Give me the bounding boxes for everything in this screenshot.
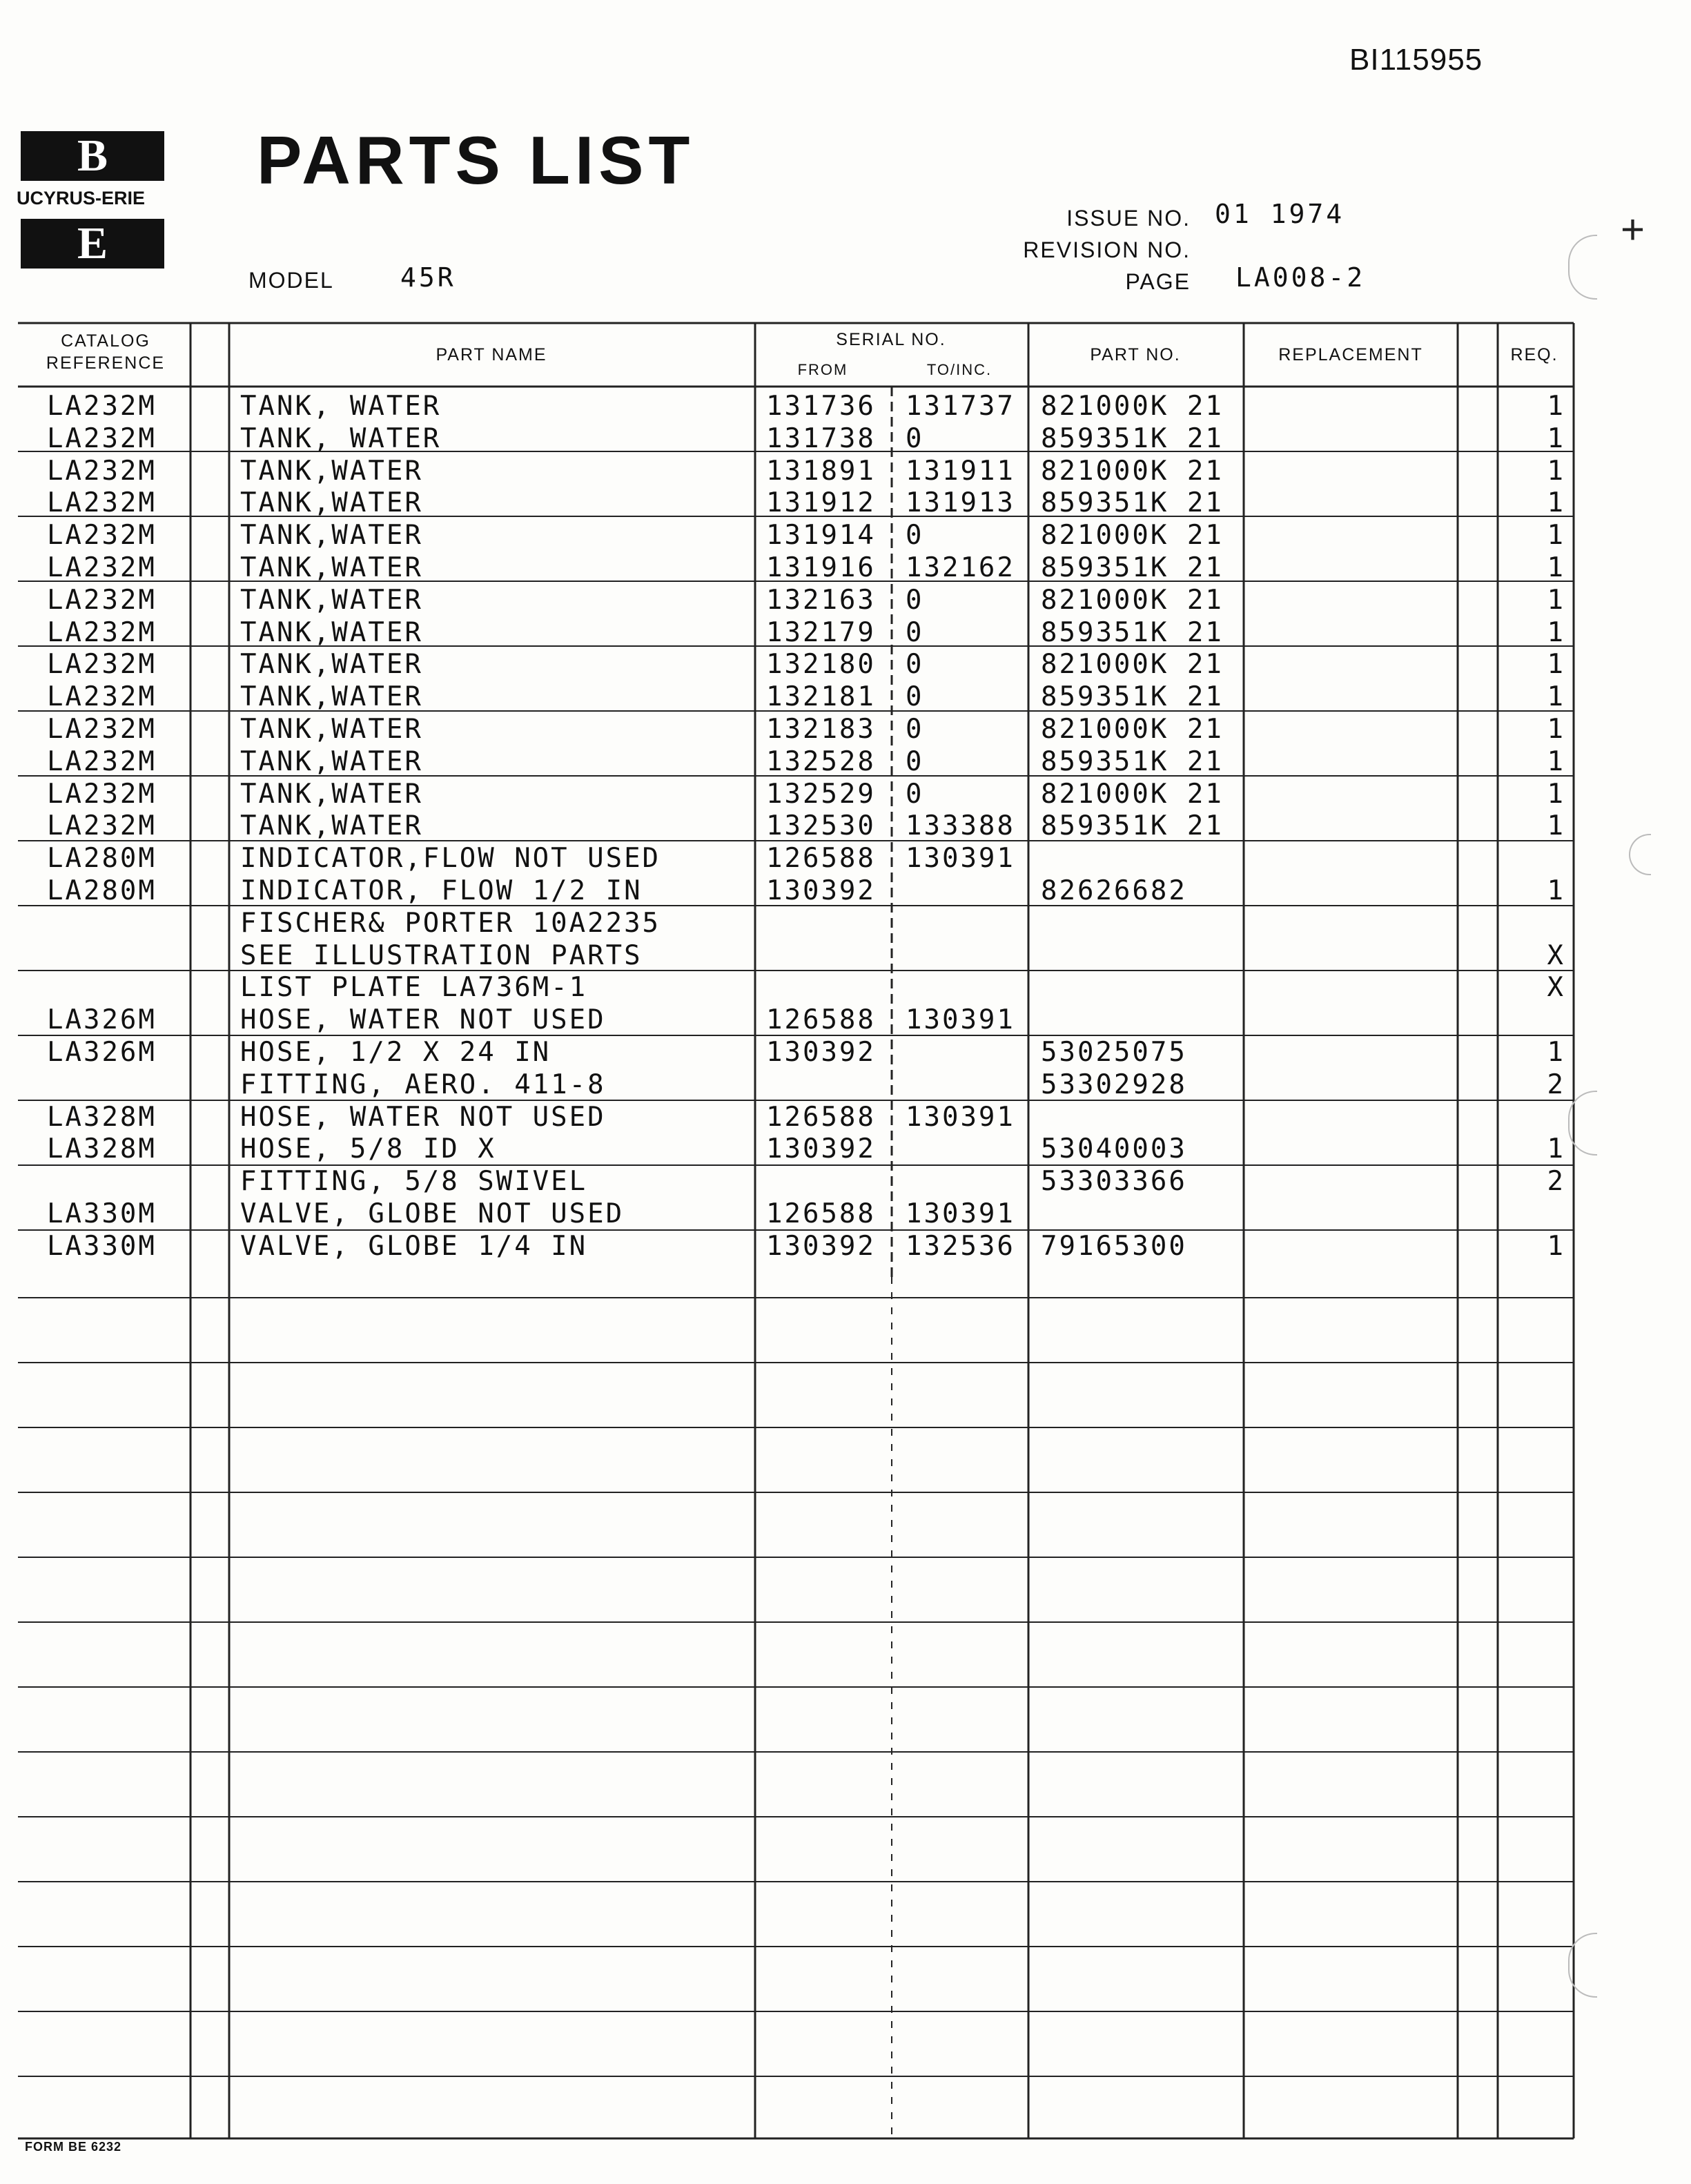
part-name-cell: TANK,WATER <box>240 455 423 487</box>
part-number-cell: 859351K 21 <box>1041 616 1224 648</box>
req-quantity-cell: 1 <box>1547 649 1565 681</box>
part-number-cell: 821000K 21 <box>1041 520 1224 552</box>
col-header-part-name: PART NAME <box>436 345 547 364</box>
issue-value: 01 1974 <box>1215 199 1345 229</box>
req-quantity-cell: X <box>1547 972 1565 1004</box>
serial-from-cell: 132180 <box>766 649 876 681</box>
catalog-reference-cell: LA232M <box>47 520 157 552</box>
part-number-cell: 821000K 21 <box>1041 778 1224 810</box>
part-name-cell: FISCHER& PORTER 10A2235 <box>240 907 661 939</box>
serial-from-cell: 130392 <box>766 1037 876 1068</box>
col-header-part-no: PART NO. <box>1090 345 1181 364</box>
catalog-reference-cell: LA232M <box>47 422 157 454</box>
document-id: BI115955 <box>1349 43 1483 77</box>
part-number-cell: 79165300 <box>1041 1230 1187 1262</box>
req-quantity-cell: 1 <box>1547 875 1565 906</box>
part-number-cell: 53303366 <box>1041 1166 1187 1198</box>
serial-to-cell: 0 <box>906 681 924 713</box>
req-quantity-cell: 1 <box>1547 778 1565 810</box>
serial-from-cell: 126588 <box>766 1004 876 1036</box>
page-title: PARTS LIST <box>257 122 695 198</box>
part-number-cell: 859351K 21 <box>1041 745 1224 777</box>
catalog-reference-cell: LA328M <box>47 1101 157 1133</box>
part-number-cell: 821000K 21 <box>1041 455 1224 487</box>
serial-to-cell: 130391 <box>906 1004 1015 1036</box>
serial-from-cell: 131738 <box>766 422 876 454</box>
part-number-cell: 53302928 <box>1041 1069 1187 1100</box>
req-quantity-cell: 1 <box>1547 422 1565 454</box>
serial-from-cell: 131912 <box>766 487 876 519</box>
serial-from-cell: 130392 <box>766 1133 876 1165</box>
serial-from-cell: 132163 <box>766 584 876 616</box>
serial-to-cell: 132162 <box>906 552 1015 583</box>
issue-label: ISSUE NO. <box>1066 206 1191 231</box>
part-name-cell: TANK, WATER <box>240 422 442 454</box>
model-label: MODEL <box>248 268 334 293</box>
req-quantity-cell: 1 <box>1547 391 1565 422</box>
req-quantity-cell: 1 <box>1547 1037 1565 1068</box>
registration-cross-icon: + <box>1621 206 1645 253</box>
serial-from-cell: 131736 <box>766 391 876 422</box>
catalog-reference-cell: LA232M <box>47 681 157 713</box>
req-quantity-cell: 1 <box>1547 584 1565 616</box>
serial-to-cell: 131911 <box>906 455 1015 487</box>
col-header-replacement: REPLACEMENT <box>1278 345 1423 364</box>
part-number-cell: 859351K 21 <box>1041 422 1224 454</box>
catalog-reference-cell: LA232M <box>47 778 157 810</box>
serial-from-cell: 130392 <box>766 1230 876 1262</box>
req-quantity-cell: 1 <box>1547 810 1565 842</box>
col-header-catalog-line1: CATALOG <box>61 331 150 351</box>
part-name-cell: VALVE, GLOBE 1/4 IN <box>240 1230 588 1262</box>
part-name-cell: FITTING, 5/8 SWIVEL <box>240 1166 588 1198</box>
col-header-serial-to: TO/INC. <box>926 361 993 378</box>
part-number-cell: 821000K 21 <box>1041 649 1224 681</box>
part-number-cell: 859351K 21 <box>1041 810 1224 842</box>
catalog-reference-cell: LA232M <box>47 810 157 842</box>
serial-to-cell: 0 <box>906 616 924 648</box>
page-value: LA008-2 <box>1235 262 1366 293</box>
req-quantity-cell: 1 <box>1547 1230 1565 1262</box>
serial-from-cell: 132183 <box>766 714 876 745</box>
catalog-reference-cell: LA326M <box>47 1004 157 1036</box>
part-name-cell: TANK,WATER <box>240 745 423 777</box>
serial-to-cell: 130391 <box>906 1198 1015 1229</box>
serial-from-cell: 132528 <box>766 745 876 777</box>
part-name-cell: HOSE, WATER NOT USED <box>240 1004 606 1036</box>
serial-to-cell: 0 <box>906 714 924 745</box>
catalog-reference-cell: LA328M <box>47 1133 157 1165</box>
col-header-catalog-line2: REFERENCE <box>46 353 166 373</box>
part-name-cell: TANK,WATER <box>240 520 423 552</box>
serial-from-cell: 126588 <box>766 1101 876 1133</box>
serial-from-cell: 131891 <box>766 455 876 487</box>
serial-to-cell: 130391 <box>906 843 1015 875</box>
req-quantity-cell: 1 <box>1547 552 1565 583</box>
part-number-cell: 82626682 <box>1041 875 1187 906</box>
logo-letter-b: B <box>77 130 108 181</box>
part-name-cell: TANK,WATER <box>240 810 423 842</box>
serial-from-cell: 132179 <box>766 616 876 648</box>
catalog-reference-cell: LA232M <box>47 649 157 681</box>
req-quantity-cell: 1 <box>1547 455 1565 487</box>
serial-from-cell: 130392 <box>766 875 876 906</box>
logo-company-name: UCYRUS-ERIE <box>17 188 146 208</box>
serial-to-cell: 0 <box>906 520 924 552</box>
part-number-cell: 821000K 21 <box>1041 714 1224 745</box>
logo-letter-e: E <box>77 218 108 269</box>
catalog-reference-cell: LA232M <box>47 391 157 422</box>
part-name-cell: TANK,WATER <box>240 584 423 616</box>
req-quantity-cell: 1 <box>1547 616 1565 648</box>
catalog-reference-cell: LA326M <box>47 1037 157 1068</box>
serial-from-cell: 131914 <box>766 520 876 552</box>
catalog-reference-cell: LA280M <box>47 875 157 906</box>
part-name-cell: LIST PLATE LA736M-1 <box>240 972 588 1004</box>
serial-to-cell: 0 <box>906 649 924 681</box>
req-quantity-cell: 1 <box>1547 714 1565 745</box>
part-number-cell: 53040003 <box>1041 1133 1187 1165</box>
part-number-cell: 821000K 21 <box>1041 584 1224 616</box>
part-name-cell: HOSE, WATER NOT USED <box>240 1101 606 1133</box>
serial-to-cell: 0 <box>906 584 924 616</box>
part-name-cell: TANK,WATER <box>240 681 423 713</box>
page-label: PAGE <box>1125 269 1191 294</box>
catalog-reference-cell: LA232M <box>47 745 157 777</box>
part-name-cell: TANK, WATER <box>240 391 442 422</box>
part-name-cell: TANK,WATER <box>240 649 423 681</box>
req-quantity-cell: 1 <box>1547 520 1565 552</box>
catalog-reference-cell: LA232M <box>47 714 157 745</box>
serial-from-cell: 132529 <box>766 778 876 810</box>
catalog-reference-cell: LA232M <box>47 616 157 648</box>
req-quantity-cell: 1 <box>1547 681 1565 713</box>
req-quantity-cell: 2 <box>1547 1069 1565 1100</box>
catalog-reference-cell: LA280M <box>47 843 157 875</box>
part-number-cell: 821000K 21 <box>1041 391 1224 422</box>
part-name-cell: TANK,WATER <box>240 487 423 519</box>
catalog-reference-cell: LA330M <box>47 1198 157 1229</box>
serial-from-cell: 132530 <box>766 810 876 842</box>
serial-to-cell: 133388 <box>906 810 1015 842</box>
col-header-serial-from: FROM <box>797 361 848 378</box>
serial-to-cell: 0 <box>906 745 924 777</box>
part-number-cell: 53025075 <box>1041 1037 1187 1068</box>
serial-to-cell: 0 <box>906 778 924 810</box>
serial-to-cell: 130391 <box>906 1101 1015 1133</box>
req-quantity-cell: X <box>1547 939 1565 971</box>
req-quantity-cell: 1 <box>1547 1133 1565 1165</box>
col-header-req: REQ. <box>1510 345 1558 364</box>
part-name-cell: TANK,WATER <box>240 616 423 648</box>
revision-label: REVISION NO. <box>1023 237 1191 262</box>
col-header-serial: SERIAL NO. <box>836 330 946 349</box>
model-value: 45R <box>400 262 456 293</box>
part-name-cell: INDICATOR,FLOW NOT USED <box>240 843 661 875</box>
part-number-cell: 859351K 21 <box>1041 681 1224 713</box>
part-name-cell: SEE ILLUSTRATION PARTS <box>240 939 643 971</box>
part-name-cell: TANK,WATER <box>240 552 423 583</box>
serial-from-cell: 126588 <box>766 843 876 875</box>
part-name-cell: VALVE, GLOBE NOT USED <box>240 1198 625 1229</box>
req-quantity-cell: 2 <box>1547 1166 1565 1198</box>
part-name-cell: TANK,WATER <box>240 714 423 745</box>
serial-from-cell: 132181 <box>766 681 876 713</box>
catalog-reference-cell: LA232M <box>47 552 157 583</box>
serial-from-cell: 131916 <box>766 552 876 583</box>
part-name-cell: TANK,WATER <box>240 778 423 810</box>
catalog-reference-cell: LA232M <box>47 487 157 519</box>
serial-to-cell: 131737 <box>906 391 1015 422</box>
part-name-cell: FITTING, AERO. 411-8 <box>240 1069 606 1100</box>
col-header-catalog <box>21 330 190 374</box>
catalog-reference-cell: LA232M <box>47 584 157 616</box>
part-number-cell: 859351K 21 <box>1041 552 1224 583</box>
catalog-reference-cell: LA330M <box>47 1230 157 1262</box>
form-number: FORM BE 6232 <box>25 2140 122 2154</box>
serial-to-cell: 132536 <box>906 1230 1015 1262</box>
serial-to-cell: 131913 <box>906 487 1015 519</box>
req-quantity-cell: 1 <box>1547 487 1565 519</box>
part-name-cell: HOSE, 5/8 ID X <box>240 1133 496 1165</box>
part-number-cell: 859351K 21 <box>1041 487 1224 519</box>
serial-from-cell: 126588 <box>766 1198 876 1229</box>
catalog-reference-cell: LA232M <box>47 455 157 487</box>
req-quantity-cell: 1 <box>1547 745 1565 777</box>
serial-to-cell: 0 <box>906 422 924 454</box>
part-name-cell: HOSE, 1/2 X 24 IN <box>240 1037 551 1068</box>
part-name-cell: INDICATOR, FLOW 1/2 IN <box>240 875 643 906</box>
